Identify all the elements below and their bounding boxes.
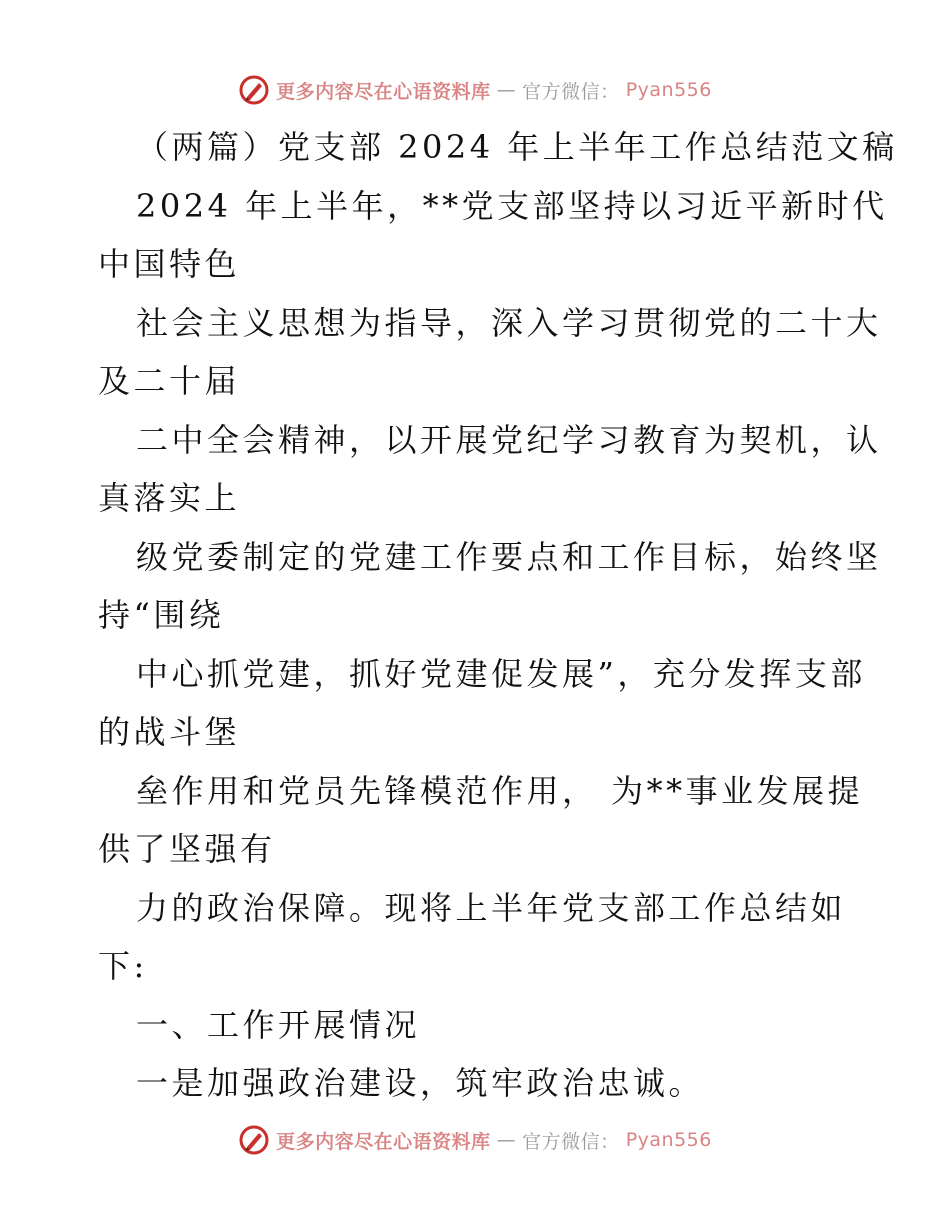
section-heading: 一、工作开展情况	[136, 1005, 421, 1044]
text-line: 2024 年上半年，**党支部坚持以习近平新时代	[136, 186, 888, 225]
watermark-account: Pyan556	[625, 79, 712, 101]
watermark-dash: —	[496, 79, 517, 101]
watermark-banner-top	[0, 70, 950, 110]
text-line: 中国特色	[98, 245, 241, 283]
watermark-label: 官方微信：	[522, 1130, 620, 1153]
text-line: 真落实上	[98, 479, 241, 517]
text-line: 级党委制定的党建工作要点和工作目标，始终坚	[136, 537, 882, 576]
text-line: 的战斗堡	[98, 713, 241, 751]
text-line: 及二十届	[98, 362, 241, 400]
text-line: 供了坚强有	[98, 830, 276, 868]
watermark-dash: —	[496, 1129, 517, 1151]
text-line: 力的政治保障。现将上半年党支部工作总结如	[136, 888, 847, 927]
watermark-site: 更多内容尽在心语资料库	[276, 80, 491, 103]
pen-logo-icon	[238, 74, 270, 106]
watermark-account: Pyan556	[625, 1129, 712, 1151]
text-line: 垒作用和党员先锋模范作用， 为**事业发展提	[136, 771, 864, 810]
pen-logo-icon	[238, 1124, 270, 1156]
document-title: （两篇）党支部 2024 年上半年工作总结范文稿	[136, 128, 898, 166]
document-body	[98, 118, 898, 1113]
watermark-banner-bottom	[0, 1120, 950, 1160]
text-line: 社会主义思想为指导，深入学习贯彻党的二十大	[136, 303, 882, 342]
text-line: 中心抓党建，抓好党建促发展”，充分发挥支部	[136, 654, 866, 693]
text-line: 一是加强政治建设，筑牢政治忠诚。	[136, 1064, 705, 1102]
watermark-label: 官方微信：	[522, 80, 620, 103]
watermark-site: 更多内容尽在心语资料库	[276, 1130, 491, 1153]
text-line: 下:	[98, 947, 148, 985]
text-line: 持“围绕	[98, 596, 225, 634]
text-line: 二中全会精神，以开展党纪学习教育为契机，认	[136, 420, 882, 459]
